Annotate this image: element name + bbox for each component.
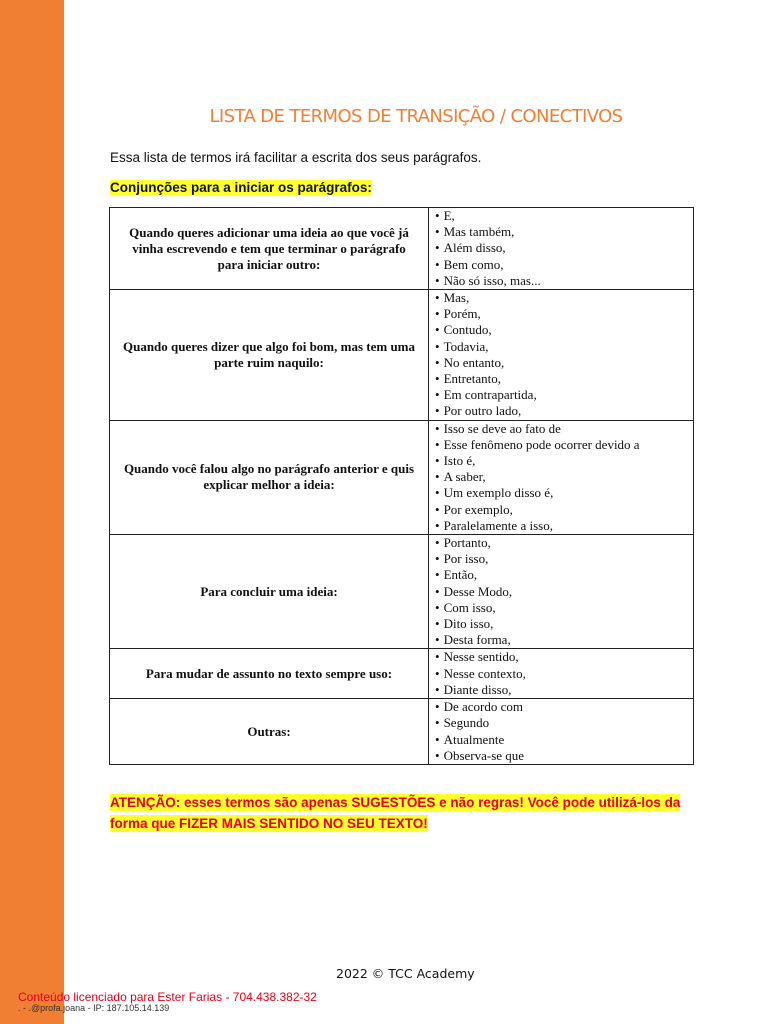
row-label: Para concluir uma ideia:	[110, 535, 429, 649]
row-label: Outras:	[110, 699, 429, 765]
terms-list	[435, 421, 693, 534]
terms-list	[435, 649, 693, 698]
list-item: • Porém,	[435, 306, 693, 322]
table-row	[110, 535, 694, 649]
connectives-table	[109, 207, 694, 765]
table-row	[110, 649, 694, 699]
list-item: • Por exemplo,	[435, 502, 693, 518]
list-item: • Entretanto,	[435, 371, 693, 387]
list-item: • Isto é,	[435, 453, 693, 469]
row-terms	[429, 420, 694, 534]
list-item: • Observa-se que	[435, 748, 693, 764]
list-item: • Nesse contexto,	[435, 666, 693, 682]
license-notice: Conteúdo licenciado para Ester Farias - 704.438.382-32	[18, 990, 317, 1004]
list-item: • No entanto,	[435, 355, 693, 371]
list-item: • De acordo com	[435, 699, 693, 715]
list-item: • Além disso,	[435, 240, 693, 256]
row-label: Para mudar de assunto no texto sempre uso:	[110, 649, 429, 699]
list-item: • Desse Modo,	[435, 584, 693, 600]
row-label: Quando você falou algo no parágrafo anterior e quis explicar melhor a ideia:	[110, 420, 429, 534]
list-item: • Mas,	[435, 290, 693, 306]
list-item: • Em contrapartida,	[435, 387, 693, 403]
list-item: • Por outro lado,	[435, 403, 693, 419]
list-item: • Diante disso,	[435, 682, 693, 698]
list-item: • Atualmente	[435, 732, 693, 748]
table-row	[110, 208, 694, 290]
subheading	[110, 180, 372, 195]
terms-list	[435, 699, 693, 764]
list-item: • Com isso,	[435, 600, 693, 616]
list-item: • Isso se deve ao fato de	[435, 421, 693, 437]
footer-copyright: 2022 © TCC Academy	[336, 966, 475, 981]
list-item: • A saber,	[435, 469, 693, 485]
list-item: • Todavia,	[435, 339, 693, 355]
page-title: LISTA DE TERMOS DE TRANSIÇÃO / CONECTIVOS	[209, 106, 623, 127]
terms-list	[435, 290, 693, 420]
table-row	[110, 420, 694, 534]
attention-text: ATENÇÃO: esses termos são apenas SUGESTÕES e não regras! Você pode utilizá-los da forma que FIZER MAIS SENTIDO NO SEU TEXTO!	[110, 795, 681, 831]
list-item: • Dito isso,	[435, 616, 693, 632]
list-item: • Portanto,	[435, 535, 693, 551]
terms-list	[435, 535, 693, 648]
row-label: Quando queres adicionar uma ideia ao que você já vinha escrevendo e tem que terminar o parágrafo para iniciar outro:	[110, 208, 429, 290]
row-terms	[429, 290, 694, 421]
table-row	[110, 699, 694, 765]
list-item: • E,	[435, 208, 693, 224]
row-terms	[429, 699, 694, 765]
list-item: • Então,	[435, 567, 693, 583]
intro-text: Essa lista de termos irá facilitar a escrita dos seus parágrafos.	[110, 150, 482, 165]
subheading-label: Conjunções para a iniciar os parágrafos:	[110, 180, 372, 195]
list-item: • Esse fenômeno pode ocorrer devido a	[435, 437, 693, 453]
row-terms	[429, 208, 694, 290]
row-terms	[429, 535, 694, 649]
list-item: • Nesse sentido,	[435, 649, 693, 665]
terms-list	[435, 208, 693, 289]
row-label: Quando queres dizer que algo foi bom, mas tem uma parte ruim naquilo:	[110, 290, 429, 421]
table-row	[110, 290, 694, 421]
attention-note	[110, 792, 690, 834]
list-item: • Desta forma,	[435, 632, 693, 648]
list-item: • Um exemplo disso é,	[435, 485, 693, 501]
list-item: • Contudo,	[435, 322, 693, 338]
list-item: • Paralelamente a isso,	[435, 518, 693, 534]
list-item: • Segundo	[435, 715, 693, 731]
list-item: • Por isso,	[435, 551, 693, 567]
list-item: • Não só isso, mas...	[435, 273, 693, 289]
orange-sidebar	[0, 0, 64, 1024]
row-terms	[429, 649, 694, 699]
ip-watermark: . - .@profa.joana - IP: 187.105.14.139	[18, 1003, 170, 1013]
list-item: • Mas também,	[435, 224, 693, 240]
list-item: • Bem como,	[435, 257, 693, 273]
